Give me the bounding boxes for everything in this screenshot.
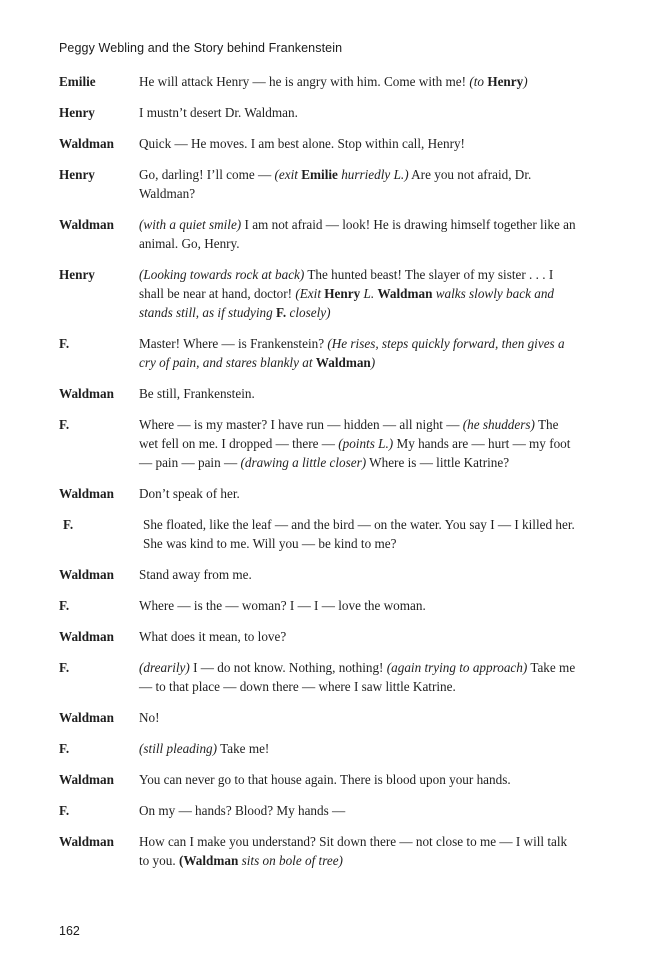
dialogue-row [59, 165, 579, 203]
speaker-name: Waldman [59, 567, 114, 582]
speaker-name: Waldman [59, 136, 114, 151]
stage-direction-text: (again trying to approach) [386, 660, 528, 675]
spoken-text: I mustn’t desert Dr. Waldman. [139, 105, 298, 120]
dialogue-line [139, 708, 579, 727]
dialogue-row [59, 770, 579, 789]
character-name-text: ( [178, 853, 184, 868]
stage-direction-text: (drawing a little closer) [240, 455, 367, 470]
spoken-text: Stand away from me. [139, 567, 252, 582]
dialogue-line [143, 515, 579, 553]
character-name-text: Waldman [315, 355, 371, 370]
speaker-name: Waldman [59, 772, 114, 787]
dialogue-line [139, 739, 579, 758]
stage-direction-text: (Looking towards rock at back) [139, 267, 305, 282]
speaker-name: F. [59, 417, 70, 432]
spoken-text: Go, darling! I’ll come — [139, 167, 275, 182]
dialogue-row [59, 103, 579, 122]
dialogue-row [59, 565, 579, 584]
stage-direction-text: (Exit [295, 286, 325, 301]
dialogue-line [139, 334, 579, 372]
dialogue-row [59, 72, 579, 91]
speaker-name: Waldman [59, 629, 114, 644]
speaker-name: F. [59, 660, 70, 675]
stage-direction-text: (drearily) [139, 660, 190, 675]
speaker-name: F. [59, 598, 70, 613]
dialogue-row [59, 265, 579, 322]
dialogue-row [59, 484, 579, 503]
character-name-text: Waldman [183, 853, 239, 868]
stage-direction-text: walks slowly back and stands still, as if studying [139, 286, 555, 320]
dialogue-line [139, 801, 579, 820]
spoken-text: He will attack Henry — he is angry with him. Come with me! [139, 74, 470, 89]
dialogue-row [59, 627, 579, 646]
spoken-text: Where — is my master? I have run — hidden — all night — [139, 417, 463, 432]
speaker-name: Emilie [59, 74, 96, 89]
spoken-text: My hands are — hurt — my foot — pain — pain — [139, 436, 571, 470]
dialogue-line [139, 215, 579, 253]
dialogue-row [59, 708, 579, 727]
stage-direction-text: sits on bole of tree) [238, 853, 343, 868]
stage-direction-text: (exit [274, 167, 302, 182]
spoken-text: The wet fell on me. I dropped — there — [139, 417, 559, 451]
spoken-text: What does it mean, to love? [139, 629, 287, 644]
dialogue-line [139, 103, 579, 122]
spoken-text: I — do not know. Nothing, nothing! [189, 660, 387, 675]
dialogue-line [139, 832, 579, 870]
stage-direction-text: (still pleading) [139, 741, 218, 756]
spoken-text: Don’t speak of her. [139, 486, 240, 501]
stage-direction-text: closely) [286, 305, 331, 320]
spoken-text: You can never go to that house again. There is blood upon your hands. [139, 772, 511, 787]
character-name-text: Henry [324, 286, 361, 301]
stage-direction-text: (to [469, 74, 488, 89]
dialogue-row [59, 832, 579, 870]
spoken-text: She floated, like the leaf — and the bird — on the water. You say I — I killed her. She was kind to me. Will you — be kind to me? [143, 517, 575, 551]
speaker-name: Henry [59, 105, 95, 120]
spoken-text: Where is — little Katrine? [366, 455, 510, 470]
dialogue-line [139, 265, 579, 322]
dialogue-line [139, 484, 579, 503]
dialogue-line [139, 627, 579, 646]
speaker-name: F. [59, 336, 70, 351]
spoken-text: The hunted beast! The slayer of my sister . . . I shall be near at hand, doctor! [139, 267, 554, 301]
spoken-text: Take me! [217, 741, 270, 756]
dialogue-row [59, 515, 579, 553]
stage-direction-text: (points L.) [338, 436, 394, 451]
speaker-name: Henry [59, 267, 95, 282]
speaker-name: Waldman [59, 834, 114, 849]
spoken-text: Where — is the — woman? I — I — love the woman. [139, 598, 426, 613]
spoken-text: On my — hands? Blood? My hands — [139, 803, 346, 818]
speaker-name: Waldman [59, 710, 114, 725]
dialogue-row [59, 596, 579, 615]
spoken-text: How can I make you understand? Sit down there — not close to me — I will talk to you. [139, 834, 568, 868]
speaker-name: Waldman [59, 486, 114, 501]
stage-direction-text: hurriedly L.) [337, 167, 409, 182]
running-head-title: Peggy Webling and the Story behind Frankenstein [59, 41, 343, 55]
dialogue-row [59, 334, 579, 372]
spoken-text: Be still, Frankenstein. [139, 386, 255, 401]
speaker-name: Waldman [59, 386, 114, 401]
stage-direction-text: ) [370, 355, 376, 370]
dialogue-line [139, 596, 579, 615]
character-name-text: F. [276, 305, 287, 320]
stage-direction-text: (with a quiet smile) [139, 217, 242, 232]
stage-direction-text: (He rises, steps quickly forward, then gives a cry of pain, and stares blankly at [139, 336, 565, 370]
speaker-name: F. [59, 803, 70, 818]
page-number: 162 [59, 924, 80, 938]
dialogue-row [59, 134, 579, 153]
dialogue-line [139, 165, 579, 203]
dialogue-script [59, 72, 579, 882]
spoken-text: Master! Where — is Frankenstein? [139, 336, 328, 351]
dialogue-row [59, 739, 579, 758]
spoken-text: Quick — He moves. I am best alone. Stop within call, Henry! [139, 136, 465, 151]
stage-direction-text: (he shudders) [462, 417, 535, 432]
character-name-text: Emilie [301, 167, 338, 182]
spoken-text: I am not afraid — look! He is drawing himself together like an animal. Go, Henry. [139, 217, 576, 251]
spoken-text: Are you not afraid, Dr. Waldman? [139, 167, 532, 201]
speaker-name: F. [59, 741, 70, 756]
speaker-name: Henry [59, 167, 95, 182]
speaker-name: Waldman [59, 217, 114, 232]
character-name-text: Waldman [377, 286, 433, 301]
dialogue-line [139, 770, 579, 789]
dialogue-row [59, 384, 579, 403]
dialogue-line [139, 384, 579, 403]
dialogue-line [139, 134, 579, 153]
stage-direction-text: ) [523, 74, 528, 89]
dialogue-line [139, 415, 579, 472]
speaker-name: F. [63, 517, 74, 532]
spoken-text: Take me — to that place — down there — where I saw little Katrine. [139, 660, 576, 694]
dialogue-line [139, 72, 579, 91]
dialogue-row [59, 215, 579, 253]
spoken-text: No! [139, 710, 160, 725]
dialogue-line [139, 565, 579, 584]
dialogue-line [139, 658, 579, 696]
dialogue-row [59, 415, 579, 472]
dialogue-row [59, 658, 579, 696]
stage-direction-text: L. [360, 286, 378, 301]
character-name-text: Henry [487, 74, 524, 89]
dialogue-row [59, 801, 579, 820]
